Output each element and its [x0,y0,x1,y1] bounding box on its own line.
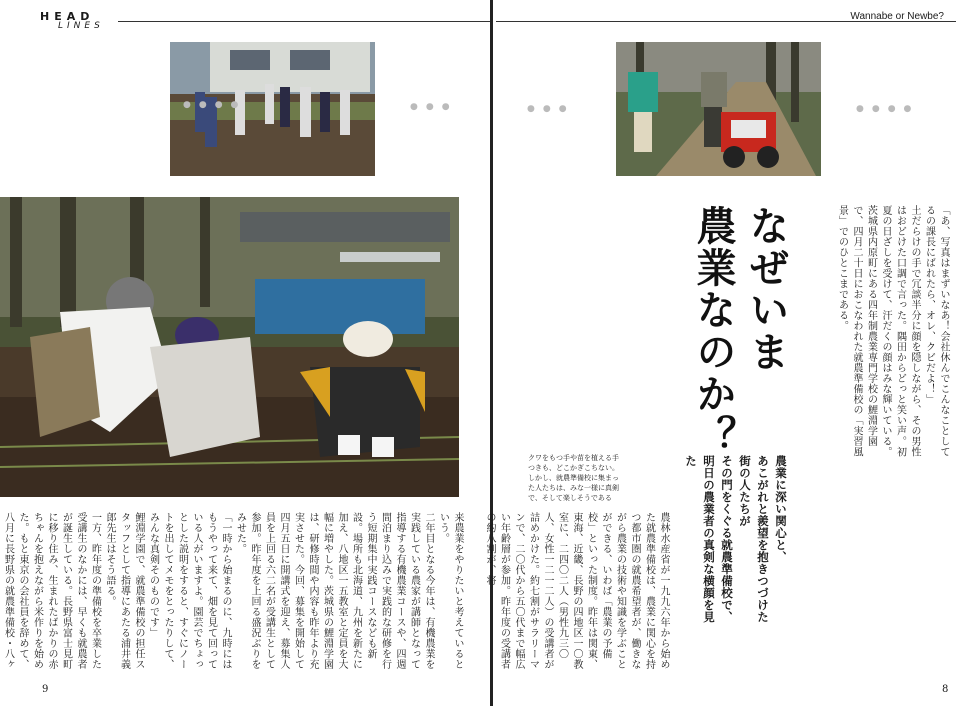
subtitle-line: 明日の農業者の真剣な横顔を見た [684,455,716,623]
article-title-col-2: 農業なのか？ [690,205,737,457]
subtitle-line: その門をくぐる就農準備校で、 [720,455,734,623]
body-paragraph: 土だらけの手で冗談半分に顔を隠しながら、その男性はおどけた口調で言った。隅田からどっと笑い声。初夏の日ざしを受けて、汗だくの顔はみな輝いている。茨城県内原町にある四年制農業専門学校の鯉淵学園で、四月二十日におこなわれた就農準備校の「実習風景」でのひとこまである。 [836,205,920,457]
caption-line: た人たちは、みな一様に真剣 [528,484,619,492]
section-title: Wannabe or Newbe? [850,11,944,22]
article-title-col-1: なぜいま [743,205,790,373]
photo-tiller-path [616,42,821,176]
masthead-head: HEAD [40,10,95,23]
caption-line: つきも、どこかぎこちない。 [528,464,619,472]
subtitle-line: 農業に深い関心と、 [774,455,788,563]
page-number-left: 9 [42,684,49,695]
divider-dots: ●●●● [183,100,247,110]
photo-caption [528,453,658,503]
body-paragraph: 農林水産省が一九九六年から始めた就農準備校は、農業に関心を持つ都市圏の就農希望者が、働きながら農業の技術や知識を学ぶことができる、いわば「農業の予備校」といった制度。昨年は関東、東海、近畿、長野の四地区一〇教室に、二四〇二人（男性九三〇人、女性一二一二人）の受講者が詰めかけた。約七割がサラリーマンで、二〇代から五〇代まで幅広い年齢層が参加。昨年度の受講者の約八割が、将 [484,512,669,670]
body-text-right-top [790,205,950,460]
masthead-lines: LINES [58,21,104,31]
body-paragraph: 一方、昨年度の準備校を卒業した受講生のなかには、早くも就農者が誕生している。長野県富士見町に移り住み、生まれたばかりの赤ちゃんを抱えながら米作りを始めた。もと東京の会社員を辞めて、八月に長野県の就農準備校・八ヶ [2,512,101,670]
caption-line: で、そして楽しそうである [528,494,612,502]
article-subtitle [682,455,790,625]
subtitle-line: あこがれと羨望を抱きつづけた街の人たちが [738,455,770,623]
page-number-right: 8 [942,684,949,695]
divider-dots: ●●● [527,104,575,114]
body-paragraph: 二年目となる今年は、有機農業を実践している農家が講師となって指導する有機農業コースや、四週間泊まり込みで実践的な研修を行う短期集中実践コースなども新設。場所も北海道、九州を新たに加え、八地区一五教室と定員を大幅に増やした。茨城県の鯉淵学園は、研修時間や内容も昨年より充実させた。今回、募集を開始して四月五日に開講式を迎え、募集人員を上回る六二名が受講生として参加。昨年度を上回る盛況ぶりをみせた。 [234,512,434,670]
body-paragraph: 鯉淵学園で、就農準備校の担任スタッフとして指導にあたる浦井義郎先生はそう語る。 [104,512,144,670]
caption-line: しかし、就農準備校に集まっ [528,474,619,482]
photo-planting-onions [0,197,459,497]
body-text-right-bottom [484,512,670,672]
body-paragraph: 「一時から始まるのに、九時にはもうやって来て、畑を見て回っている人がいますよ。園芸でちょっとした説明をすると、すぐにノートを出してメモをとったりして、みんな真剣そのものです」 [147,512,231,670]
caption-line: クワをもつ手や苗を植える手 [528,454,619,462]
body-paragraph: 来農業をやりたいと考えているという。 [437,512,463,670]
header-rule-left [118,21,490,22]
divider-dots: ●●● [410,102,458,112]
divider-dots: ●●●● [856,104,920,114]
body-text-left [2,512,464,672]
body-paragraph: 「あ、写真はまずいなあ！会社休んでこんなことしてるの課長にばれたら、オレ、クビだよ！」 [923,205,949,457]
